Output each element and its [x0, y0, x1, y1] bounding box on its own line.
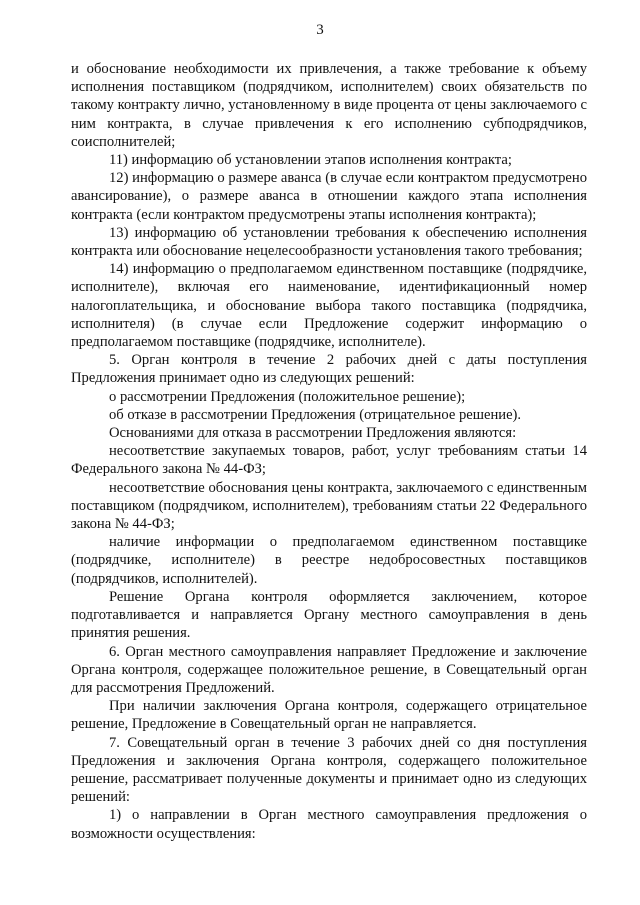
page-number: 3	[316, 22, 324, 38]
paragraph: об отказе в рассмотрении Предложения (отрицательное решение).	[109, 406, 522, 423]
paragraph: 7. Совещательный орган в течение 3 рабочих дней со дня поступления Предложения и заключения Органа контроля, содержащего положительное решение, рассматривает полученные документы и принимает одно из следующих решений:	[71, 734, 587, 806]
paragraph: 12) информацию о размере аванса (в случае если контрактом предусмотрено авансирование), о размере аванса в отношении каждого этапа исполнения контракта (если контрактом предусмотрены этапы исполнения контракта);	[71, 170, 587, 223]
document-body	[71, 60, 587, 843]
paragraph: 5. Орган контроля в течение 2 рабочих дней с даты поступления Предложения принимает одно из следующих решений:	[71, 352, 587, 387]
paragraph: 1) о направлении в Орган местного самоуправления предложения о возможности осуществления:	[71, 807, 587, 842]
paragraph: 6. Орган местного самоуправления направляет Предложение и заключение Органа контроля, содержащее положительное решение, в Совещательный орган для рассмотрения Предложений.	[71, 643, 587, 696]
paragraph: о рассмотрении Предложения (положительное решение);	[109, 388, 466, 405]
paragraph: 11) информацию об установлении этапов исполнения контракта;	[109, 152, 512, 169]
paragraph: 13) информацию об установлении требования к обеспечению исполнения контракта или обоснование нецелесообразности установления такого требования;	[71, 224, 587, 260]
paragraph: 14) информацию о предполагаемом единственном поставщике (подрядчике, исполнителе), включая его наименование, идентификационный номер налогоплательщика, и обоснование выбора такого поставщика (подрядчика, исполнителя) (в случае если Предложение содержит информацию о предполагаемом поставщике (подрядчике, исполнителе).	[71, 261, 587, 351]
paragraph: наличие информации о предполагаемом единственном поставщике (подрядчике, исполнителе) в реестре недобросовестных поставщиков (подрядчиков, исполнителей).	[71, 534, 587, 587]
paragraph: и обоснование необходимости их привлечения, а также требование к объему исполнения поставщиком (подрядчиком, исполнителем) своих обязательств по такому контракту лично, установленному в виде процента от цены заключаемого с ним контракта, в случае привлечения к его исполнению субподрядчиков, соисполнителей;	[71, 61, 587, 150]
paragraph: Решение Органа контроля оформляется заключением, которое подготавливается и направляется Органу местного самоуправления в день принятия решения.	[71, 588, 587, 642]
paragraph: несоответствие закупаемых товаров, работ, услуг требованиям статьи 14 Федерального закона № 44-ФЗ;	[71, 443, 587, 478]
paragraph: Основаниями для отказа в рассмотрении Предложения являются:	[109, 425, 517, 442]
paragraph: несоответствие обоснования цены контракта, заключаемого с единственным поставщиком (подрядчиком, исполнителем), требованиям статьи 22 Федерального закона № 44-ФЗ;	[71, 479, 587, 533]
paragraph: При наличии заключения Органа контроля, содержащего отрицательное решение, Предложение в Совещательный орган не направляется.	[71, 698, 587, 733]
